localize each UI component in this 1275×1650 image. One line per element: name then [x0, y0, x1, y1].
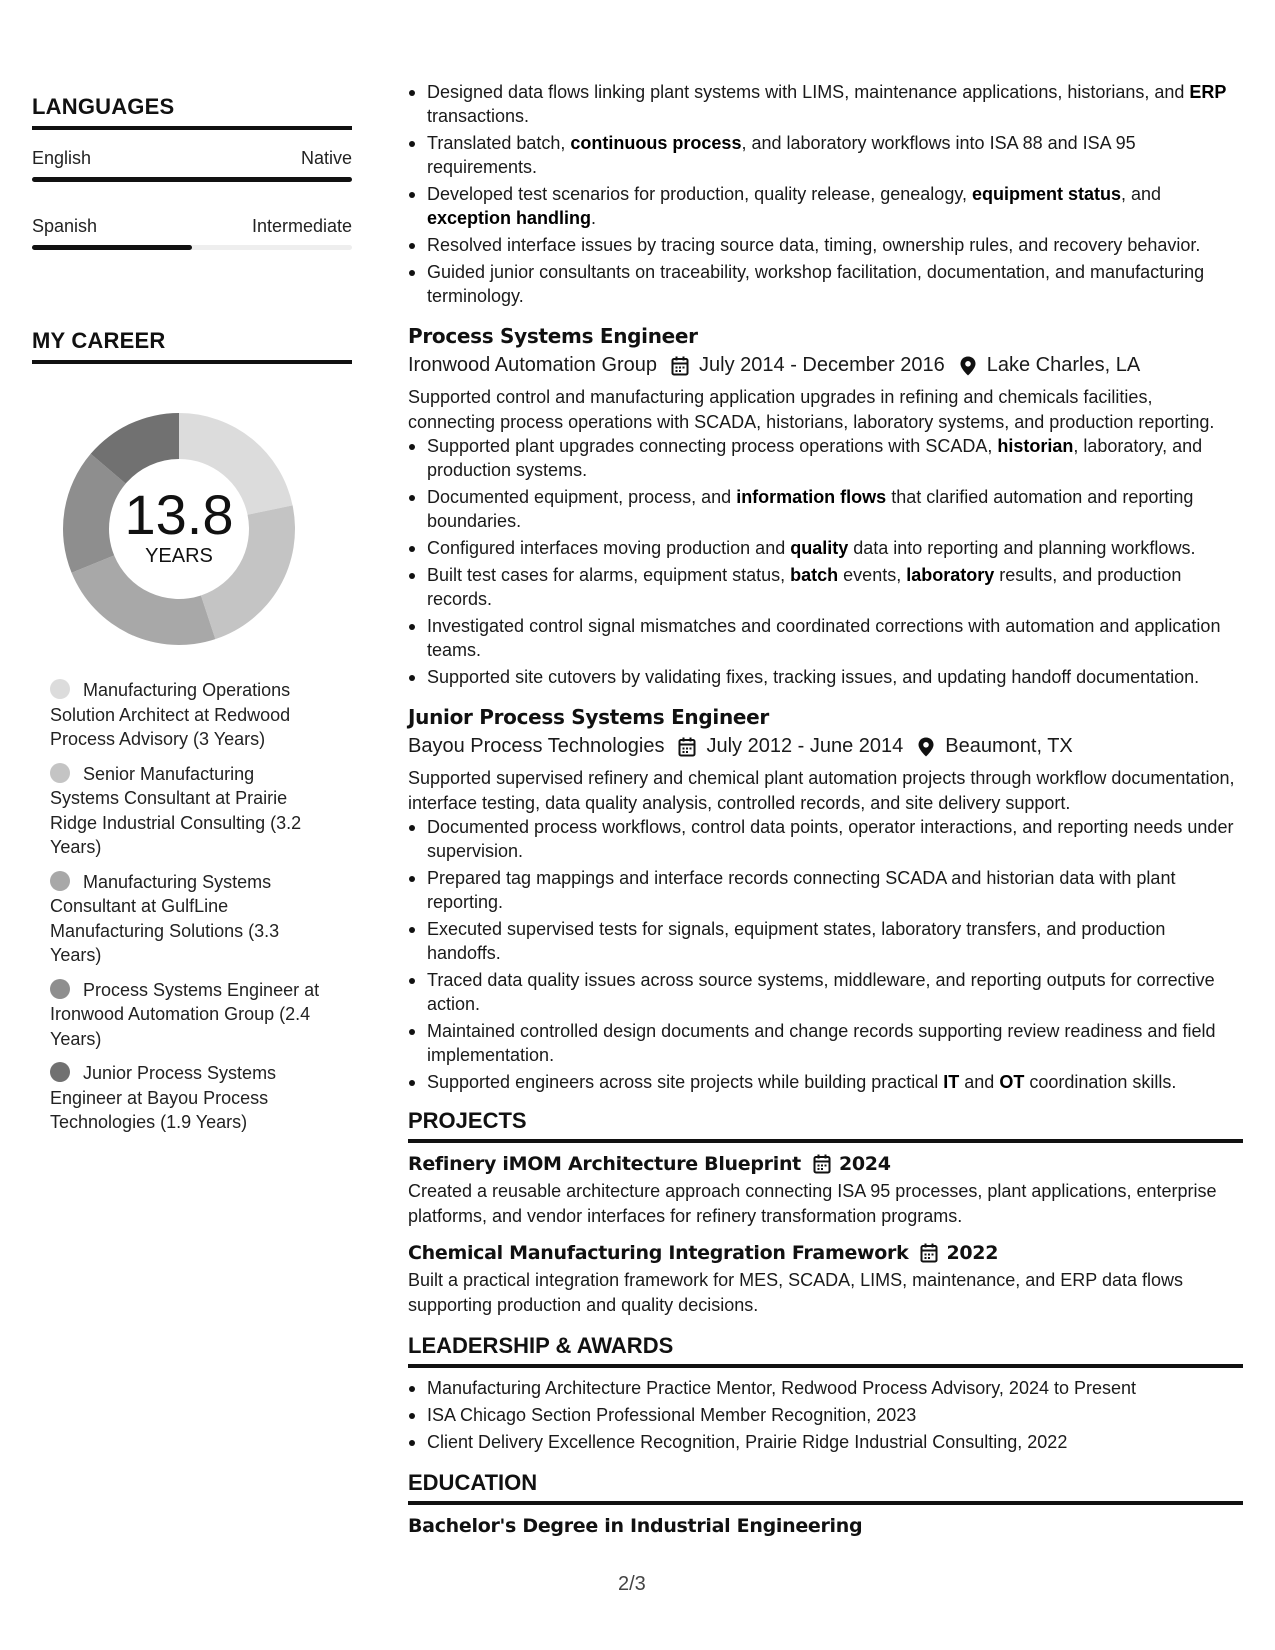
job-meta	[408, 354, 1243, 377]
location-pin-icon	[959, 356, 977, 376]
bullet-item: Developed test scenarios for production, quality release, genealogy, equipment status, and exception handling.	[408, 182, 1243, 230]
legend-label: Junior Process Systems Engineer at Bayou Process Technologies (1.9 Years)	[50, 1063, 277, 1132]
legend-label: Process Systems Engineer at Ironwood Automation Group (2.4 Years)	[50, 979, 320, 1049]
legend-swatch	[50, 763, 70, 783]
list-item: Manufacturing Architecture Practice Mentor, Redwood Process Advisory, 2024 to Present	[408, 1376, 1243, 1400]
project-header	[408, 1242, 1243, 1264]
legend-label: Manufacturing Operations Solution Architect at Redwood Process Advisory (3 Years)	[50, 680, 291, 749]
bullet-item: Prepared tag mappings and interface records connecting SCADA and historian data with plant reporting.	[408, 866, 1243, 914]
job-company: Ironwood Automation Group	[408, 354, 658, 376]
job-location: Beaumont, TX	[945, 735, 1073, 757]
leadership-list	[408, 1376, 1243, 1454]
language-item	[32, 216, 352, 250]
leadership-heading: LEADERSHIP & AWARDS	[408, 1333, 674, 1358]
job-title: Junior Process Systems Engineer	[408, 705, 769, 729]
language-name: English	[32, 148, 92, 168]
language-proficiency-fill	[32, 245, 192, 250]
projects-rule	[408, 1139, 1243, 1143]
left-column	[32, 94, 352, 364]
leadership-section	[408, 1333, 1243, 1454]
bullet-item: Translated batch, continuous process, and laboratory workflows into ISA 88 and ISA 95 requirements.	[408, 131, 1243, 179]
career-section	[32, 328, 352, 364]
bullet-item: Investigated control signal mismatches and coordinated corrections with automation and application teams.	[408, 614, 1243, 662]
career-legend	[50, 678, 320, 1145]
previous-job-bullets	[408, 80, 1243, 308]
job-title: Process Systems Engineer	[408, 324, 698, 348]
bullet-item: Supported site cutovers by validating fixes, tracking issues, and updating handoff documentation.	[408, 665, 1243, 689]
project-header	[408, 1153, 1243, 1175]
project-description: Built a practical integration framework for MES, SCADA, LIMS, maintenance, and ERP data flows supporting production and quality decisions.	[408, 1270, 1184, 1315]
job-description: Supported control and manufacturing application upgrades in refining and chemicals facilities, connecting process operations with SCADA, historians, laboratory systems, and production reporting.	[408, 387, 1215, 432]
location-pin-icon	[917, 737, 935, 757]
calendar-icon	[671, 356, 689, 376]
job-bullets	[408, 815, 1243, 1094]
legend-swatch	[50, 679, 70, 699]
language-level: Native	[300, 148, 352, 168]
calendar-icon	[678, 737, 696, 757]
bullet-item: Guided junior consultants on traceability, workshop facilitation, documentation, and manufacturing terminology.	[408, 260, 1243, 308]
list-item: Client Delivery Excellence Recognition, Prairie Ridge Industrial Consulting, 2022	[408, 1430, 1243, 1454]
donut-segment-3	[72, 555, 216, 645]
project-year: 2024	[838, 1153, 891, 1175]
experience-entry	[408, 705, 1243, 1094]
career-total-unit: YEARS	[145, 545, 213, 567]
bullet-item: Supported plant upgrades connecting process operations with SCADA, historian, laboratory, and production systems.	[408, 434, 1243, 482]
bullet-item: Traced data quality issues across source systems, middleware, and reporting outputs for corrective action.	[408, 968, 1243, 1016]
calendar-icon	[920, 1243, 938, 1263]
job-description: Supported supervised refinery and chemical plant automation projects through workflow documentation, interface testing, data quality analysis, controlled records, and site delivery support.	[408, 768, 1235, 813]
legend-swatch	[50, 979, 70, 999]
project-title: Refinery iMOM Architecture Blueprint	[408, 1153, 801, 1175]
bullet-item: Configured interfaces moving production and quality data into reporting and planning workflows.	[408, 536, 1243, 560]
legend-swatch	[50, 1062, 70, 1082]
career-legend-item	[50, 978, 320, 1052]
languages-heading: LANGUAGES	[32, 94, 175, 119]
list-item: ISA Chicago Section Professional Member Recognition, 2023	[408, 1403, 1243, 1427]
languages-section	[32, 94, 352, 250]
experience-entry	[408, 324, 1243, 689]
career-donut-chart	[54, 404, 304, 654]
project-year: 2022	[946, 1242, 999, 1264]
career-heading: MY CAREER	[32, 328, 166, 353]
bullet-item: Maintained controlled design documents and change records supporting review readiness and field implementation.	[408, 1019, 1243, 1067]
language-proficiency-bar	[32, 177, 352, 182]
language-name: Spanish	[32, 216, 98, 236]
languages-rule	[32, 126, 352, 130]
career-legend-item	[50, 678, 320, 752]
projects-section	[408, 1108, 1243, 1317]
bullet-item: Built test cases for alarms, equipment status, batch events, laboratory results, and production records.	[408, 563, 1243, 611]
project-title: Chemical Manufacturing Integration Framework	[408, 1242, 909, 1264]
job-bullets	[408, 434, 1243, 689]
bullet-item: Supported engineers across site projects while building practical IT and OT coordination skills.	[408, 1070, 1243, 1094]
job-dates: July 2012 - June 2014	[706, 735, 904, 757]
language-item	[32, 148, 352, 182]
career-legend-item	[50, 762, 320, 860]
project-item	[408, 1242, 1243, 1317]
project-description: Created a reusable architecture approach connecting ISA 95 processes, plant applications, enterprise platforms, and vendor interfaces for refinery transformation programs.	[408, 1181, 1217, 1226]
education-degree: Bachelor's Degree in Industrial Engineering	[408, 1515, 863, 1537]
page-number: 2/3	[618, 1573, 646, 1595]
career-total-value: 13.8	[124, 483, 234, 546]
legend-label: Senior Manufacturing Systems Consultant at Prairie Ridge Industrial Consulting (3.2 Years)	[50, 763, 302, 857]
job-dates: July 2014 - December 2016	[699, 354, 945, 376]
language-proficiency-fill	[32, 177, 352, 182]
job-location: Lake Charles, LA	[986, 354, 1141, 376]
career-rule	[32, 360, 352, 364]
projects-heading: PROJECTS	[408, 1108, 527, 1133]
project-item	[408, 1153, 1243, 1228]
career-legend-item	[50, 870, 320, 968]
leadership-rule	[408, 1364, 1243, 1368]
legend-label: Manufacturing Systems Consultant at GulfLine Manufacturing Solutions (3.3 Years)	[50, 871, 280, 965]
bullet-item: Resolved interface issues by tracing source data, timing, ownership rules, and recovery behavior.	[408, 233, 1243, 257]
language-level: Intermediate	[251, 216, 352, 236]
bullet-item: Documented equipment, process, and information flows that clarified automation and reporting boundaries.	[408, 485, 1243, 533]
bullet-item: Documented process workflows, control data points, operator interactions, and reporting needs under supervision.	[408, 815, 1243, 863]
bullet-item: Executed supervised tests for signals, equipment states, laboratory transfers, and production handoffs.	[408, 917, 1243, 965]
education-section	[408, 1470, 1243, 1537]
job-meta	[408, 735, 1243, 758]
bullet-item: Designed data flows linking plant systems with LIMS, maintenance applications, historians, and ERP transactions.	[408, 80, 1243, 128]
calendar-icon	[813, 1154, 831, 1174]
job-company: Bayou Process Technologies	[408, 735, 665, 757]
education-rule	[408, 1501, 1243, 1505]
legend-swatch	[50, 871, 70, 891]
education-heading: EDUCATION	[408, 1470, 538, 1495]
right-column	[408, 80, 1243, 1537]
language-proficiency-bar	[32, 245, 352, 250]
career-legend-item	[50, 1061, 320, 1135]
